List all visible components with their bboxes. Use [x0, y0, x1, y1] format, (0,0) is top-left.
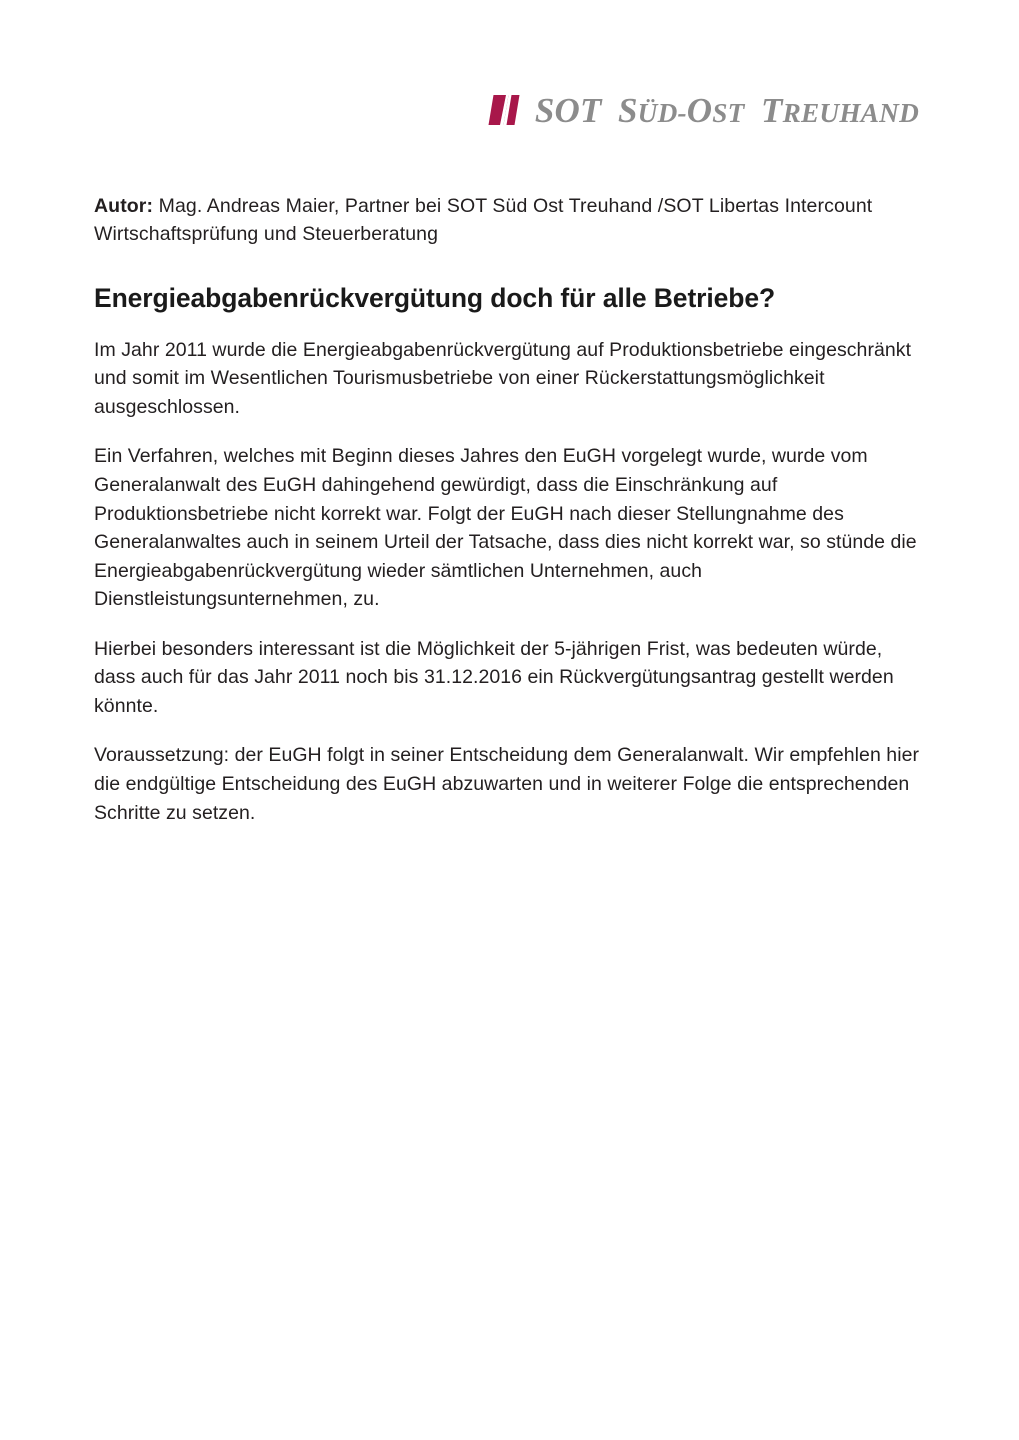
wordmark-sot: SOT: [534, 90, 602, 130]
author-line: [94, 193, 922, 248]
sot-logo: [488, 90, 919, 130]
wordmark-ost-cap: O: [686, 90, 713, 130]
wordmark-treuhand-cap: T: [761, 90, 783, 130]
wordmark-treuhand-rest: REUHAND: [782, 97, 919, 128]
wordmark-sued-rest: ÜD: [637, 97, 678, 128]
page-title: Energieabgabenrückvergütung doch für alle Betriebe?: [94, 283, 776, 314]
sot-wordmark: [534, 90, 919, 130]
body-paragraph-4: Voraussetzung: der EuGH folgt in seiner Entscheidung dem Generalanwalt. Wir empfehlen hier die endgültige Entscheidung des EuGH abzuwarten und in weiterer Folge die entsprechenden Schritte zu setzen.: [94, 744, 920, 824]
body-paragraph-2: Ein Verfahren, welches mit Beginn dieses Jahres den EuGH vorgelegt wurde, wurde vom Generalanwalt des EuGH dahingehend gewürdigt, dass die Einschränkung auf Produktionsbetriebe nicht korrekt war. Folgt der EuGH nach dieser Stellungnahme des Generalanwaltes auch in seinem Urteil der Tatsache, dass dies nicht korrekt war, so stünde die Energieabgabenrückvergütung wieder sämtlichen Unternehmen, auch Dienstleistungsunternehmen, zu.: [94, 445, 917, 611]
body-paragraph-3: Hierbei besonders interessant ist die Möglichkeit der 5-jährigen Frist, was bedeuten würde, dass auch für das Jahr 2011 noch bis 31.12.2016 ein Rückvergütungsantrag gestellt werden könnte.: [94, 637, 894, 717]
wordmark-dash: -: [677, 97, 687, 128]
author-name: Mag. Andreas Maier, Partner bei SOT Süd Ost Treuhand /SOT Libertas Intercount Wirtschaftsprüfung und Steuerberatung: [94, 195, 873, 245]
wordmark-sued-cap: S: [618, 90, 638, 130]
author-label: Autor:: [94, 195, 154, 217]
article-content: [94, 193, 922, 827]
body-paragraph-1: Im Jahr 2011 wurde die Energieabgabenrückvergütung auf Produktionsbetriebe eingeschränkt und somit im Wesentlichen Tourismusbetriebe von einer Rückerstattungsmöglichkeit ausgeschlossen.: [94, 338, 912, 418]
wordmark-ost-rest: ST: [712, 97, 745, 128]
masthead: [0, 84, 1019, 136]
sot-logo-mark-icon: [488, 95, 522, 125]
